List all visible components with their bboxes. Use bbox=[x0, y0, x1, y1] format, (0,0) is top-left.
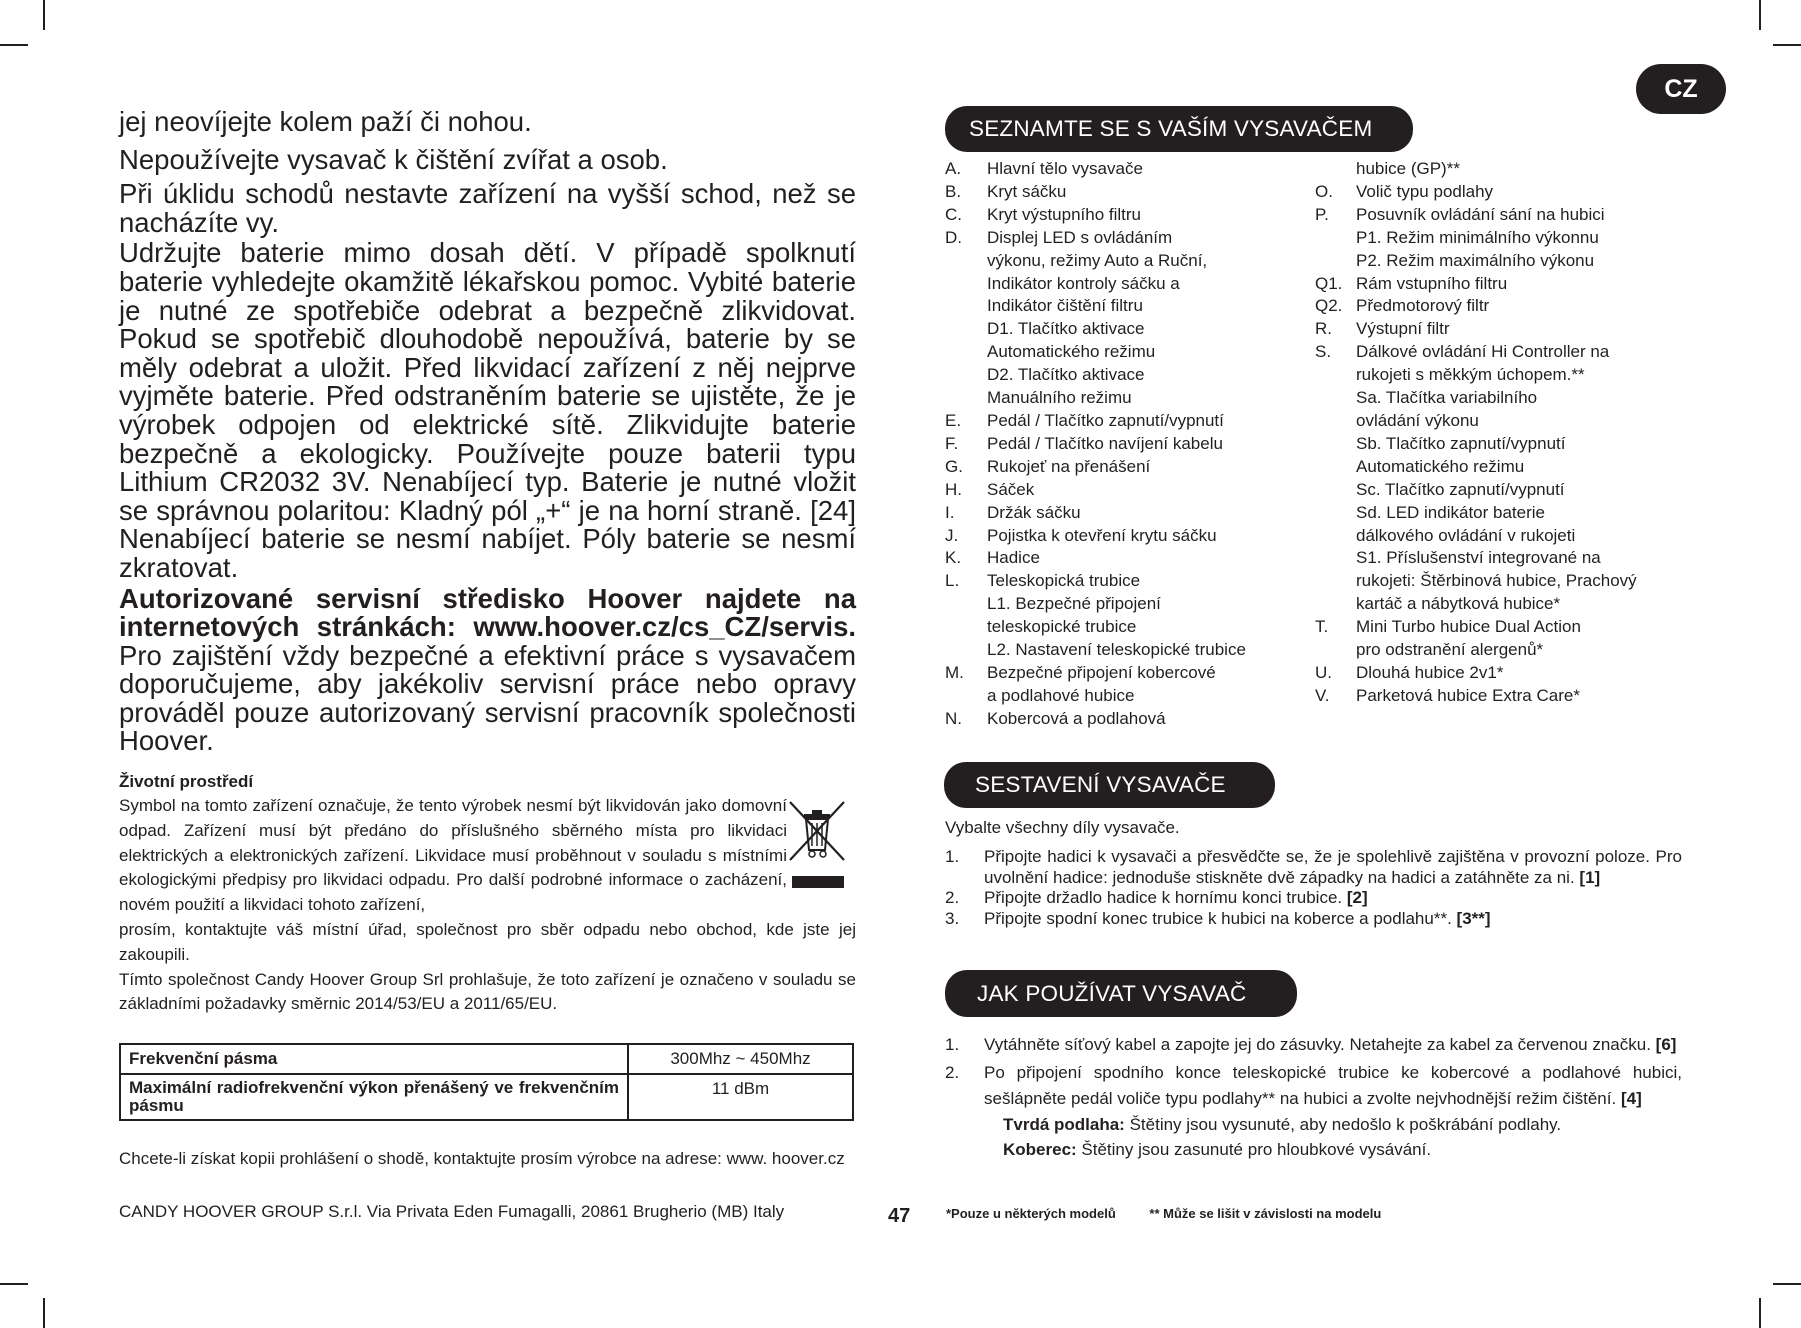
footnote-some-models: *Pouze u některých modelů bbox=[946, 1206, 1116, 1221]
left-column bbox=[119, 108, 856, 1222]
list-item: P1. Režim minimálního výkonnu bbox=[1356, 227, 1599, 247]
table-cell-value: 11 dBm bbox=[628, 1074, 853, 1120]
list-item: Indikátor kontroly sáčku a bbox=[987, 273, 1180, 293]
footnote-model-variation: ** Může se lišit v závislosti na modelu bbox=[1149, 1206, 1382, 1221]
list-item: Automatického režimu bbox=[987, 342, 1156, 362]
table-cell-label: Maximální radiofrekvenční výkon přenášený ve frekvenčním pásmu bbox=[120, 1074, 628, 1120]
crossed-bin-icon bbox=[788, 800, 850, 890]
safety-paragraph: jej neovíjejte kolem paží či nohou. bbox=[119, 106, 532, 137]
list-item: rukojeti: Štěrbinová hubice, Prachový bbox=[1356, 571, 1637, 591]
crop-mark bbox=[1773, 44, 1801, 46]
list-item: T. Mini Turbo hubice Dual Action bbox=[1315, 617, 1581, 637]
list-item: dálkového ovládání v rukojeti bbox=[1356, 525, 1576, 545]
list-item: S. Dálkové ovládání Hi Controller na bbox=[1315, 342, 1610, 362]
service-advice-text: Pro zajištění vždy bezpečné a efektivní práce s vysavačem doporučujeme, aby jakékoliv servisní práce nebo opravy prováděl pouze autorizovaný servisní pracovník společnosti Hoover. bbox=[119, 639, 856, 757]
list-item: D1. Tlačítko aktivace bbox=[987, 319, 1145, 339]
list-item: výkonu, režimy Auto a Ruční, bbox=[987, 250, 1208, 270]
environment-paragraph: Symbol na tomto zařízení označuje, že tento výrobek nesmí být likvidován jako domovní odpad. Zařízení musí být předáno do příslušného sběrného místa pro likvidaci elektrických a elektronických zařízení. Likvidace musí proběhnout v souladu s místními ekologickými předpisy pro likvidaci odpadu. Pro další podrobné informace o zacházení, novém použití a likvidaci tohoto zařízení, bbox=[119, 796, 787, 915]
list-item: P. Posuvník ovládání sání na hubici bbox=[1315, 204, 1605, 224]
crop-mark bbox=[1759, 1298, 1761, 1328]
list-item: L. Teleskopická trubice bbox=[945, 571, 1141, 591]
safety-paragraph: Při úklidu schodů nestavte zařízení na vyšší schod, než se nacházíte vy. bbox=[119, 178, 856, 238]
table-row bbox=[120, 1074, 853, 1120]
contact-paragraph: Chcete-li získat kopii prohlášení o shodě, kontaktujte prosím výrobce na adrese: www. hoover.cz bbox=[119, 1149, 845, 1169]
list-item: kartáč a nábytková hubice* bbox=[1356, 594, 1561, 614]
list-item: Indikátor čištění filtru bbox=[987, 296, 1143, 316]
environment-paragraph-continued: prosím, kontaktujte váš místní úřad, společnost pro sběr odpadu nebo obchod, kde jste jej zakoupili. bbox=[119, 920, 856, 964]
crop-mark bbox=[43, 1298, 45, 1328]
crop-mark bbox=[0, 44, 28, 46]
declaration-paragraph: Tímto společnost Candy Hoover Group Srl prohlašuje, že toto zařízení je označeno v souladu se základními požadavky směrnic 2014/53/EU a 2011/65/EU. bbox=[119, 969, 856, 1014]
list-item: A. Hlavní tělo vysavače bbox=[945, 159, 1143, 178]
list-item: S1. Příslušenství integrované na bbox=[1356, 548, 1601, 568]
list-item: a podlahové hubice bbox=[987, 685, 1135, 705]
list-item: 1. Vytáhněte síťový kabel a zapojte jej do zásuvky. Netahejte za kabel za červenou značku. [6] bbox=[945, 1035, 1677, 1054]
list-item: 3. Připojte spodní konec trubice k hubici na koberce a podlahu**. [3**] bbox=[945, 908, 1491, 928]
company-address: CANDY HOOVER GROUP S.r.l. Via Privata Eden Fumagalli, 20861 Brugherio (MB) Italy bbox=[119, 1202, 785, 1222]
list-item: pro odstranění alergenů* bbox=[1356, 640, 1544, 660]
list-item: O. Volič typu podlahy bbox=[1315, 181, 1494, 201]
list-item: Automatického režimu bbox=[1356, 456, 1525, 476]
list-item: teleskopické trubice bbox=[987, 617, 1137, 637]
list-item: 1. Připojte hadici k vysavači a přesvědčte se, že je spolehlivě zajištěna v provozní poloze. Pro uvolnění hadice: jednoduše stiskněte dvě západky na hadici a zatáhněte za ni. [1] bbox=[945, 847, 1682, 887]
list-item: J. Pojistka k otevření krytu sáčku bbox=[945, 525, 1217, 545]
list-item: L1. Bezpečné připojení bbox=[987, 594, 1161, 614]
list-item: Manuálního režimu bbox=[987, 388, 1132, 408]
list-item: D2. Tlačítko aktivace bbox=[987, 365, 1145, 385]
list-item: hubice (GP)** bbox=[1356, 159, 1460, 178]
list-item: H. Sáček bbox=[945, 479, 1035, 499]
list-item: Q2. Předmotorový filtr bbox=[1315, 296, 1490, 316]
service-center-text: Autorizované servisní středisko Hoover najdete na internetových stránkách: www.hoover.cz/cs_CZ/servis. bbox=[119, 582, 856, 643]
list-item: I. Držák sáčku bbox=[945, 502, 1081, 522]
section-heading-pill: SESTAVENÍ VYSAVAČE bbox=[944, 762, 1275, 808]
list-item: U. Dlouhá hubice 2v1* bbox=[1315, 662, 1504, 682]
safety-paragraph: Nepoužívejte vysavač k čištění zvířat a osob. bbox=[119, 143, 668, 175]
parts-list-column-2 bbox=[1315, 158, 1695, 708]
list-item: K. Hadice bbox=[945, 548, 1040, 568]
frequency-table bbox=[119, 1043, 854, 1121]
list-item: Sb. Tlačítko zapnutí/vypnutí bbox=[1356, 433, 1566, 453]
table-row bbox=[120, 1044, 853, 1074]
list-item: E. Pedál / Tlačítko zapnutí/vypnutí bbox=[945, 410, 1224, 430]
table-cell-label: Frekvenční pásma bbox=[120, 1044, 628, 1074]
crop-mark bbox=[43, 0, 45, 30]
list-item: Q1. Rám vstupního filtru bbox=[1315, 273, 1508, 293]
carpet-note: Koberec: Štětiny jsou zasunuté pro hloubkové vysávání. bbox=[1003, 1140, 1432, 1159]
environment-heading: Životní prostředí bbox=[119, 772, 254, 792]
list-item: D. Displej LED s ovládáním bbox=[945, 227, 1173, 247]
page-number: 47 bbox=[888, 1205, 911, 1227]
section-heading-pill: SEZNAMTE SE S VAŠÍM VYSAVAČEM bbox=[945, 106, 1413, 152]
footnotes bbox=[946, 1206, 1381, 1221]
table-cell-value: 300Mhz ~ 450Mhz bbox=[628, 1044, 853, 1074]
assembly-steps bbox=[945, 847, 1682, 929]
list-item: V. Parketová hubice Extra Care* bbox=[1315, 685, 1580, 705]
battery-paragraph: Udržujte baterie mimo dosah dětí. V případě spolknutí baterie vyhledejte okamžitě lékařskou pomoc. Vybité baterie je nutné ze spotřebiče odebrat a bezpečně zlikvidovat. Pokud se spotřebič dlouhodobě nepoužívá, baterie by se měly odebrat a uložit. Před likvidací zařízení z něj nejprve vyjměte baterie. Před odstraněním baterie se ujistěte, že je výrobek odpojen od elektrické sítě. Zlikvidujte baterie bezpečně a ekologicky. Používejte pouze baterii typu Lithium CR2032 3V. Nenabíjecí typ. Baterie je nutné vložit se správnou polaritou: Kladný pól „+“ je na horní straně. [24] Nenabíjecí baterie se nesmí nabíjet. Póly baterie se nesmí zkratovat. bbox=[119, 237, 856, 583]
service-paragraph bbox=[119, 582, 856, 757]
list-item: Sd. LED indikátor baterie bbox=[1356, 502, 1545, 522]
list-item: Sa. Tlačítka variabilního bbox=[1356, 388, 1538, 408]
list-item: G. Rukojeť na přenášení bbox=[945, 456, 1151, 476]
hard-floor-note: Tvrdá podlaha: Štětiny jsou vysunuté, aby nedošlo k poškrábání podlahy. bbox=[1003, 1115, 1562, 1134]
list-item: C. Kryt výstupního filtru bbox=[945, 204, 1142, 224]
list-item: R. Výstupní filtr bbox=[1315, 319, 1450, 339]
list-item: B. Kryt sáčku bbox=[945, 181, 1067, 201]
unpack-instruction: Vybalte všechny díly vysavače. bbox=[945, 818, 1180, 837]
list-item: ovládání výkonu bbox=[1356, 410, 1479, 430]
list-item: F. Pedál / Tlačítko navíjení kabelu bbox=[945, 433, 1223, 453]
section-heading-pill: JAK POUŽÍVAT VYSAVAČ bbox=[945, 970, 1297, 1017]
list-item: M. Bezpečné připojení kobercové bbox=[945, 662, 1216, 682]
list-item: N. Kobercová a podlahová bbox=[945, 708, 1166, 728]
crop-mark bbox=[1759, 0, 1761, 30]
list-item: 2. Po připojení spodního konce teleskopické trubice ke kobercové a podlahové hubici, sešlápněte pedál voliče typu podlahy** na hubici a zvolte nejvhodnější režim čištění. [4] bbox=[945, 1063, 1682, 1108]
list-item: L2. Nastavení teleskopické trubice bbox=[987, 640, 1246, 660]
usage-steps bbox=[945, 1032, 1682, 1112]
parts-list-column-1 bbox=[945, 158, 1295, 731]
list-item: rukojeti s měkkým úchopem.** bbox=[1356, 365, 1585, 385]
crop-mark bbox=[0, 1283, 28, 1285]
language-badge: CZ bbox=[1636, 64, 1726, 114]
list-item: P2. Režim maximálního výkonu bbox=[1356, 250, 1595, 270]
crop-mark bbox=[1773, 1283, 1801, 1285]
usage-section bbox=[945, 1032, 1682, 1162]
list-item: 2. Připojte držadlo hadice k hornímu konci trubice. [2] bbox=[945, 888, 1368, 907]
list-item: Sc. Tlačítko zapnutí/vypnutí bbox=[1356, 479, 1565, 499]
environment-block bbox=[119, 794, 856, 1017]
